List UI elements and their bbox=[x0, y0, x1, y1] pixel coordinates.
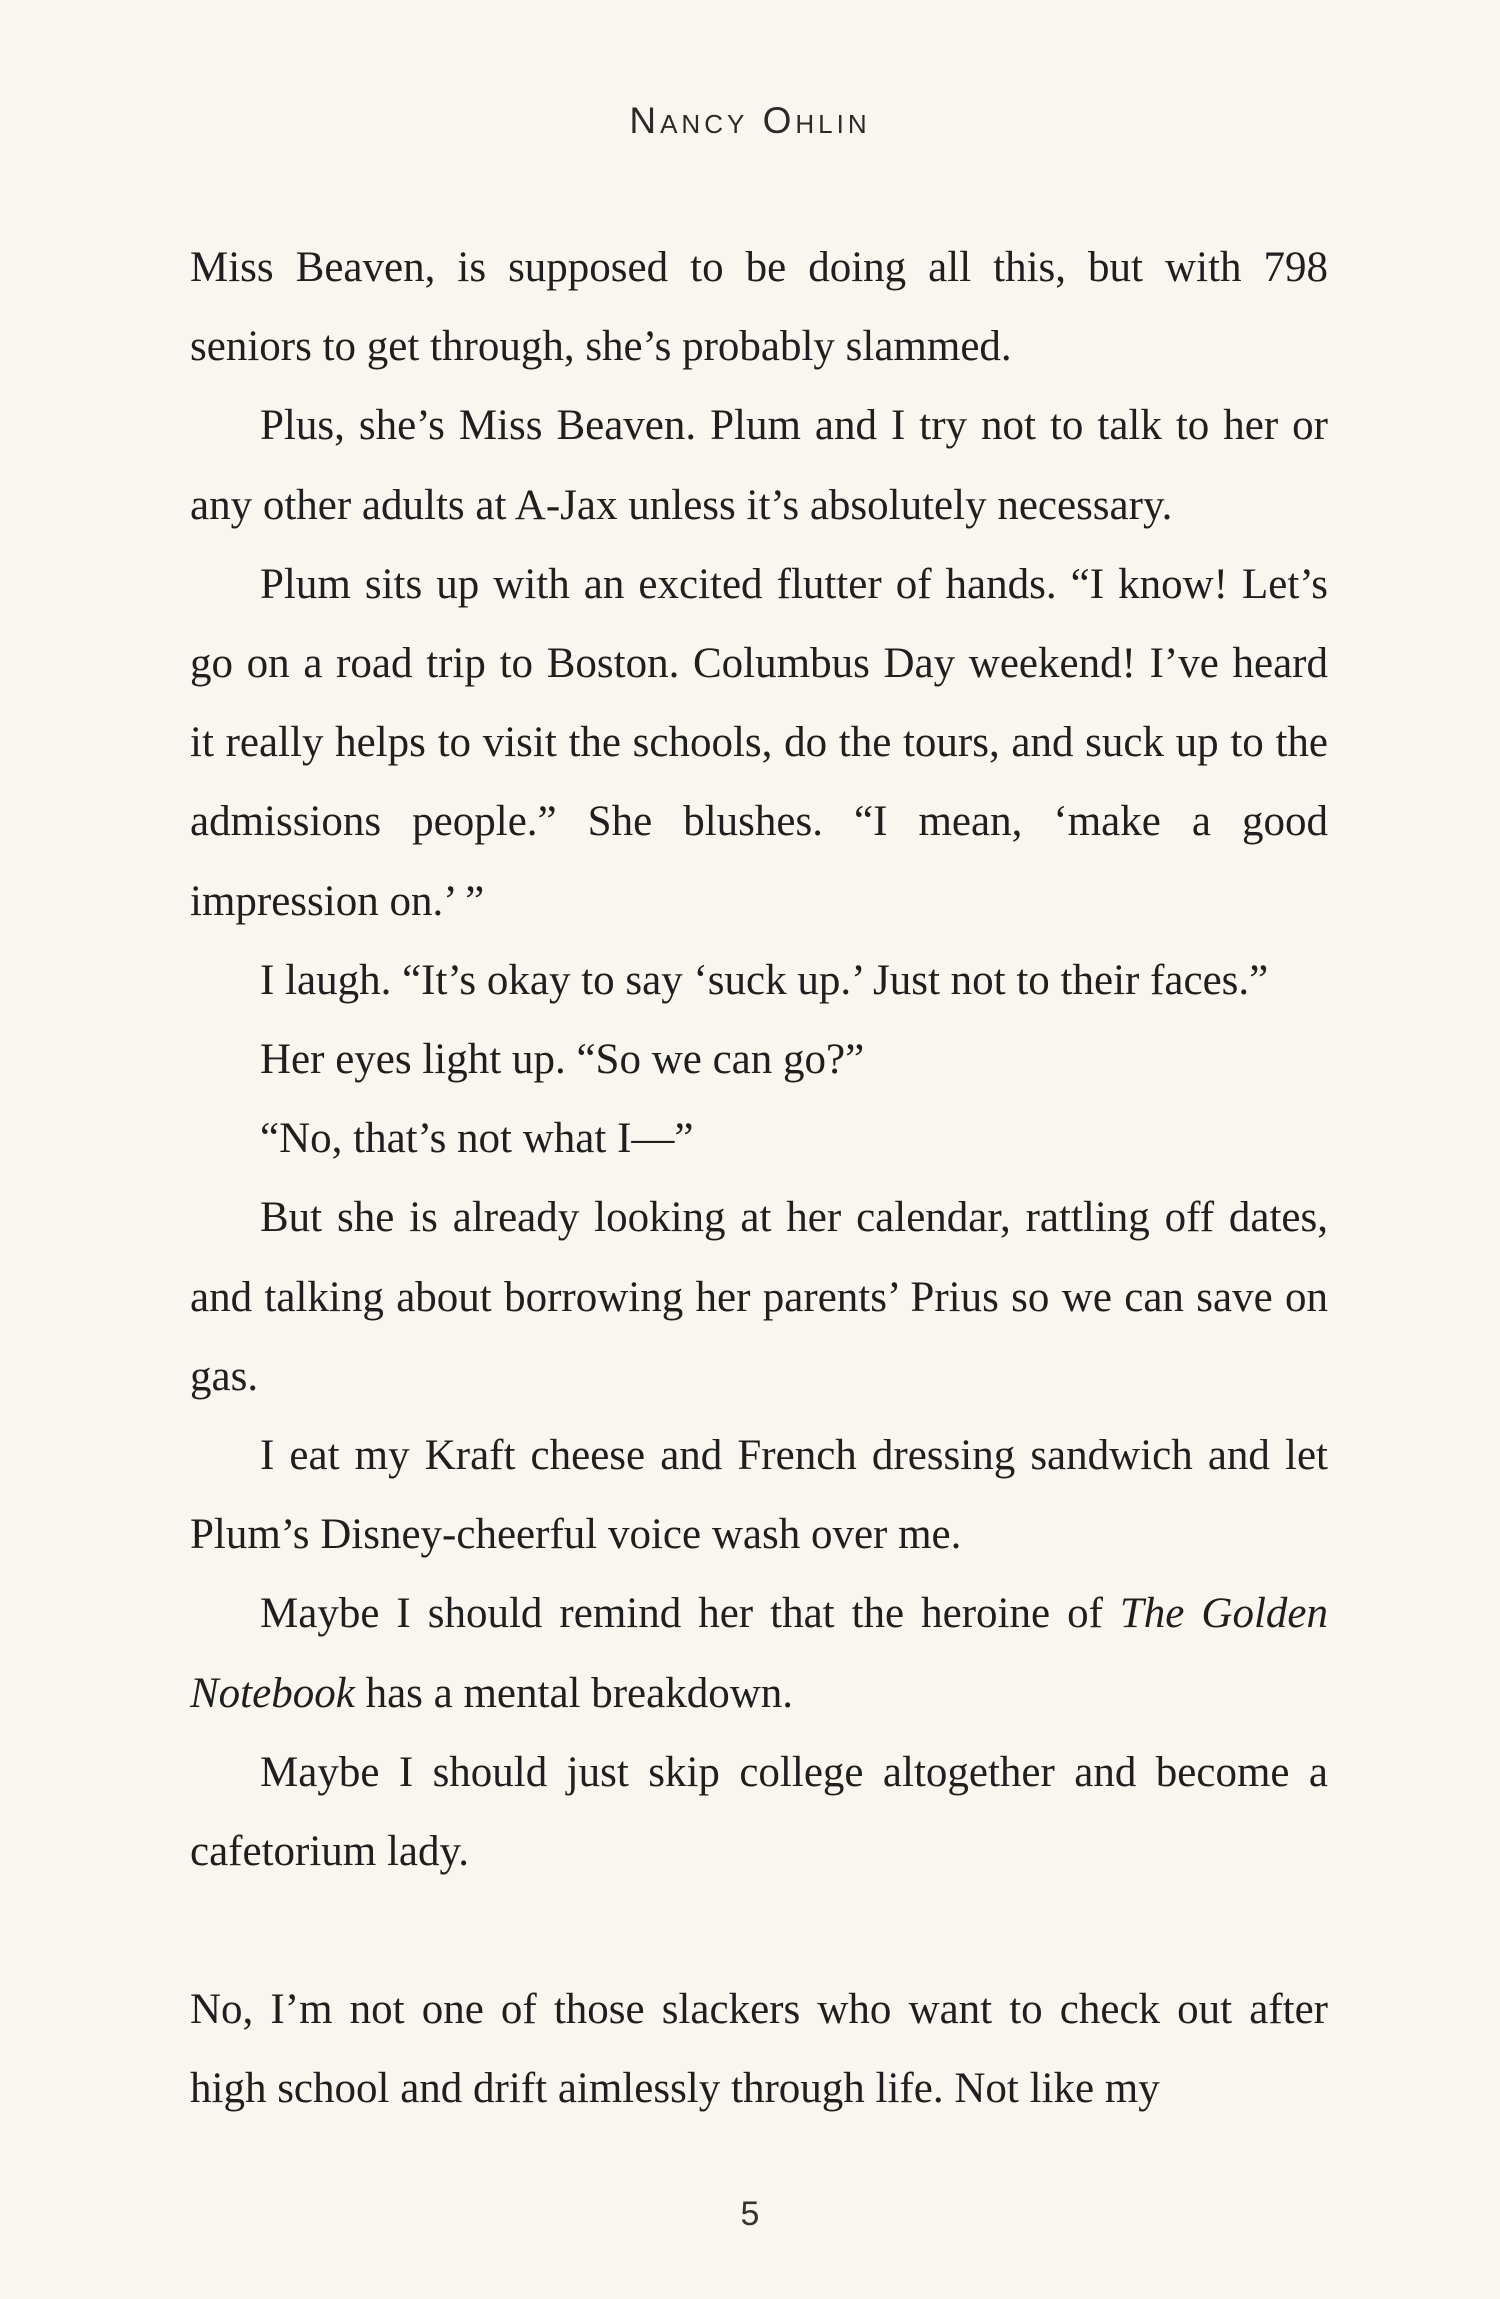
paragraph-no-thats-not: “No, that’s not what I—” bbox=[260, 1115, 694, 1163]
paragraph-skip-college: Maybe I should just skip college altogether and become a cafetorium lady. bbox=[190, 1748, 1328, 1876]
paragraph-road-trip: Plum sits up with an excited flutter of hands. “I know! Let’s go on a road trip to Boston. Columbus Day weekend! I’ve heard it really helps to visit the schools, do the tours, and suck up to the admissions people.” She blushes. “I mean, ‘make a good impression on.’ ” bbox=[190, 560, 1328, 925]
paragraph-golden-notebook bbox=[190, 1574, 1328, 1732]
paragraph-miss-beaven: Miss Beaven, is supposed to be doing all this, but with 798 seniors to get through, she’s probably slammed. bbox=[190, 244, 1328, 371]
paragraph-sandwich: I eat my Kraft cheese and French dressing sandwich and let Plum’s Disney-cheerful voice wash over me. bbox=[190, 1432, 1328, 1559]
paragraph-calendar: But she is already looking at her calendar, rattling off dates, and talking about borrowing her parents’ Prius so we can save on gas. bbox=[190, 1194, 1328, 1400]
running-head-author: Nancy Ohlin bbox=[629, 100, 871, 141]
paragraph-slackers: No, I’m not one of those slackers who want to check out after high school and drift aimlessly through life. Not like my bbox=[190, 1986, 1328, 2113]
paragraph-laugh: I laugh. “It’s okay to say ‘suck up.’ Just not to their faces.” bbox=[260, 956, 1269, 1004]
book-title-golden-notebook: The Golden Notebook bbox=[190, 1590, 1328, 1717]
paragraph-plus: Plus, she’s Miss Beaven. Plum and I try not to talk to her or any other adults at A-Jax unless it’s absolutely necessary. bbox=[190, 402, 1328, 529]
page-number: 5 bbox=[740, 2195, 760, 2233]
body-text bbox=[190, 228, 1328, 2129]
golden-text-before: Maybe I should remind her that the heroine of bbox=[260, 1590, 1120, 1638]
paragraph-eyes-light-up: Her eyes light up. “So we can go?” bbox=[260, 1036, 865, 1084]
golden-text-after: has a mental breakdown. bbox=[354, 1669, 794, 1717]
